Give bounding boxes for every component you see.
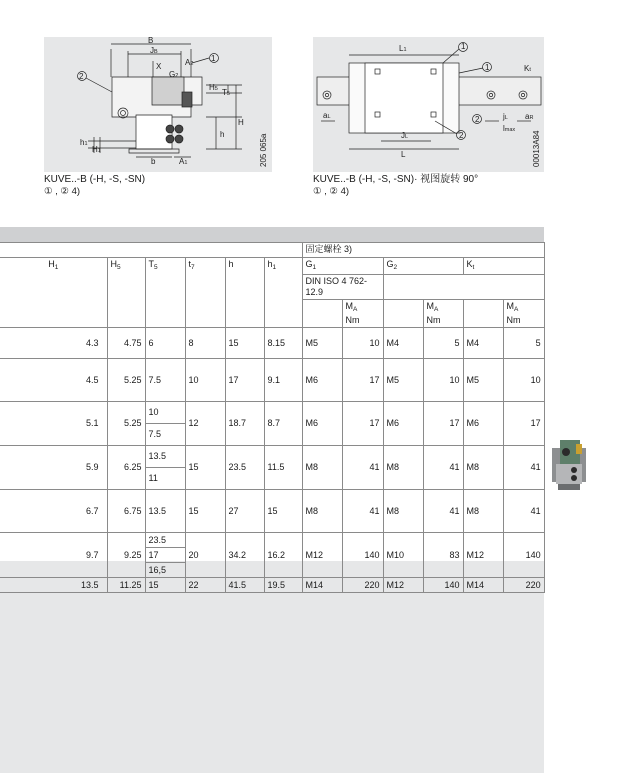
col-h1: $h_1$ xyxy=(264,258,302,328)
col-MA-2: $M_A$ Nm xyxy=(423,300,463,328)
col-t7: $t_7$ xyxy=(185,258,225,328)
cell-ma1: 220 xyxy=(342,578,383,593)
table-row xyxy=(0,578,544,593)
side-thumbnail-image xyxy=(552,440,586,490)
cell-ma1: 41 xyxy=(342,490,383,533)
svg-text:aR: aR xyxy=(525,112,534,121)
svg-text:L1: L1 xyxy=(399,44,407,53)
cell-h1: 19.5 xyxy=(264,578,302,593)
cell-h: 18.7 xyxy=(225,402,264,446)
svg-text:JB: JB xyxy=(150,46,158,55)
cell-g2: M8 xyxy=(383,490,423,533)
cell-kt: M4 xyxy=(463,328,503,359)
svg-text:G2: G2 xyxy=(169,70,179,79)
cell-kt: M14 xyxy=(463,578,503,593)
table-row xyxy=(0,328,544,359)
cell-g2: M5 xyxy=(383,359,423,402)
cell-t5: 10 xyxy=(145,402,185,424)
cell-t7: 22 xyxy=(185,578,225,593)
cell-t7: 12 xyxy=(185,402,225,446)
cell-g1: M8 xyxy=(302,490,342,533)
table-row xyxy=(0,446,544,468)
svg-text:00013A84: 00013A84 xyxy=(532,130,541,167)
cell-ma2: 41 xyxy=(423,446,463,490)
cell-t5: 6 xyxy=(145,328,185,359)
cell-h5: 9.25 xyxy=(107,533,145,578)
cell-h: 41.5 xyxy=(225,578,264,593)
svg-text:2: 2 xyxy=(459,131,464,140)
svg-text:h: h xyxy=(220,130,225,139)
cell-kt: M6 xyxy=(463,402,503,446)
cell-g2: M8 xyxy=(383,446,423,490)
svg-text:H5: H5 xyxy=(209,83,218,92)
cell-ma3: 41 xyxy=(503,490,544,533)
cell-t7: 8 xyxy=(185,328,225,359)
svg-text:aL: aL xyxy=(323,111,331,120)
table-header-band xyxy=(0,227,544,242)
cell-h5: 5.25 xyxy=(107,359,145,402)
cell-ma1: 17 xyxy=(342,359,383,402)
cell-t5: 7.5 xyxy=(145,359,185,402)
cell-h1: 8.7 xyxy=(264,402,302,446)
cell-t7: 15 xyxy=(185,490,225,533)
cell-h1: 13.5 xyxy=(0,578,107,593)
cell-g2: M6 xyxy=(383,402,423,446)
cell-h: 15 xyxy=(225,328,264,359)
cell-ma1: 17 xyxy=(342,402,383,446)
col-H5: $H_5$ xyxy=(107,258,145,328)
cell-h1: 4.5 xyxy=(0,359,107,402)
cell-h1: 16.2 xyxy=(264,533,302,578)
cell-t5: 17 xyxy=(145,548,185,563)
cell-h5: 5.25 xyxy=(107,402,145,446)
svg-text:X: X xyxy=(156,62,162,71)
dimensions-table xyxy=(0,242,545,593)
svg-text:JL: JL xyxy=(401,131,409,140)
din-label: DIN ISO 4 762-12.9 xyxy=(302,275,383,300)
cell-t5: 23.5 xyxy=(145,533,185,548)
cell-h5: 11.25 xyxy=(107,578,145,593)
cell-h1: 9.1 xyxy=(264,359,302,402)
cell-ma2: 10 xyxy=(423,359,463,402)
cell-g1: M12 xyxy=(302,533,342,578)
figure-left-caption: KUVE..-B (-H, -S, -SN) xyxy=(44,174,146,185)
cell-h1: 8.15 xyxy=(264,328,302,359)
svg-text:jL: jL xyxy=(503,112,508,121)
col-G2: $G_2$ xyxy=(383,258,463,275)
fixing-screws-header: 固定螺栓 3) xyxy=(302,243,544,258)
cell-t7: 15 xyxy=(185,446,225,490)
cell-h1: 4.3 xyxy=(0,328,107,359)
col-MA-3: $M_A$ Nm xyxy=(503,300,544,328)
cell-g1: M5 xyxy=(302,328,342,359)
figure-right-caption: KUVE..-B (-H, -S, -SN)· 视图旋转 90° xyxy=(313,174,479,185)
cell-ma3: 17 xyxy=(503,402,544,446)
cell-g1: M14 xyxy=(302,578,342,593)
cell-ma3: 220 xyxy=(503,578,544,593)
table-column-header-row xyxy=(0,258,544,275)
svg-text:H1: H1 xyxy=(92,145,101,154)
cell-t7: 20 xyxy=(185,533,225,578)
cell-g2: M10 xyxy=(383,533,423,578)
col-Kt: $K_t$ xyxy=(463,258,544,275)
table-row xyxy=(0,533,544,548)
cell-h1: 5.1 xyxy=(0,402,107,446)
cell-t5: 11 xyxy=(145,468,185,490)
cell-h1: 11.5 xyxy=(264,446,302,490)
svg-text:A2: A2 xyxy=(185,58,194,67)
svg-text:H: H xyxy=(238,118,244,127)
table-row xyxy=(0,359,544,402)
cell-h: 17 xyxy=(225,359,264,402)
cell-ma3: 41 xyxy=(503,446,544,490)
cell-h5: 6.25 xyxy=(107,446,145,490)
cell-h1: 6.7 xyxy=(0,490,107,533)
svg-text:lmax: lmax xyxy=(503,124,516,133)
svg-text:A1: A1 xyxy=(179,157,188,166)
cell-ma1: 41 xyxy=(342,446,383,490)
cell-kt: M5 xyxy=(463,359,503,402)
cell-t5: 13.5 xyxy=(145,446,185,468)
cell-g1: M8 xyxy=(302,446,342,490)
cell-ma1: 140 xyxy=(342,533,383,578)
cell-h: 27 xyxy=(225,490,264,533)
svg-text:L: L xyxy=(401,150,406,159)
col-T5: $T_5$ xyxy=(145,258,185,328)
cell-ma2: 5 xyxy=(423,328,463,359)
figure-left-notes: ① , ② 4) xyxy=(44,186,81,197)
rotated-view-drawing xyxy=(313,37,544,172)
svg-text:1: 1 xyxy=(461,42,466,51)
cell-h1: 5.9 xyxy=(0,446,107,490)
col-H1: $H_1$ xyxy=(0,258,107,328)
svg-text:B: B xyxy=(148,37,154,45)
svg-text:2: 2 xyxy=(475,115,480,124)
cell-t5: 13.5 xyxy=(145,490,185,533)
cell-ma2: 41 xyxy=(423,490,463,533)
cell-ma1: 10 xyxy=(342,328,383,359)
cell-h1: 15 xyxy=(264,490,302,533)
cell-ma3: 140 xyxy=(503,533,544,578)
cell-t7: 10 xyxy=(185,359,225,402)
cell-t5: 15 xyxy=(145,578,185,593)
cell-ma3: 10 xyxy=(503,359,544,402)
cell-h: 34.2 xyxy=(225,533,264,578)
cell-g1: M6 xyxy=(302,402,342,446)
svg-text:h1: h1 xyxy=(80,138,88,147)
cell-t5: 16,5 xyxy=(145,563,185,578)
col-G1: $G_1$ xyxy=(302,258,383,275)
cell-ma2: 17 xyxy=(423,402,463,446)
cell-g1: M6 xyxy=(302,359,342,402)
cell-g2: M12 xyxy=(383,578,423,593)
cross-section-drawing xyxy=(44,37,272,172)
table-group-header-row xyxy=(0,243,544,258)
cell-kt: M12 xyxy=(463,533,503,578)
svg-text:1: 1 xyxy=(211,54,216,63)
svg-text:b: b xyxy=(151,157,156,166)
cell-h1: 9.7 xyxy=(0,533,107,578)
svg-text:205 065a: 205 065a xyxy=(259,133,268,167)
cell-h: 23.5 xyxy=(225,446,264,490)
table-row xyxy=(0,490,544,533)
cell-t5: 7.5 xyxy=(145,424,185,446)
cell-ma3: 5 xyxy=(503,328,544,359)
cell-h5: 6.75 xyxy=(107,490,145,533)
cell-kt: M8 xyxy=(463,446,503,490)
cell-kt: M8 xyxy=(463,490,503,533)
svg-text:T5: T5 xyxy=(222,88,230,97)
col-h: h xyxy=(225,258,264,328)
table-row xyxy=(0,402,544,424)
cell-ma2: 140 xyxy=(423,578,463,593)
svg-text:Kt: Kt xyxy=(524,64,531,73)
cell-ma2: 83 xyxy=(423,533,463,578)
figure-right-notes: ① , ② 4) xyxy=(313,186,350,197)
cell-g2: M4 xyxy=(383,328,423,359)
svg-text:2: 2 xyxy=(79,72,84,81)
col-MA-1: $M_A$ Nm xyxy=(342,300,383,328)
cell-h5: 4.75 xyxy=(107,328,145,359)
svg-text:1: 1 xyxy=(485,63,490,72)
